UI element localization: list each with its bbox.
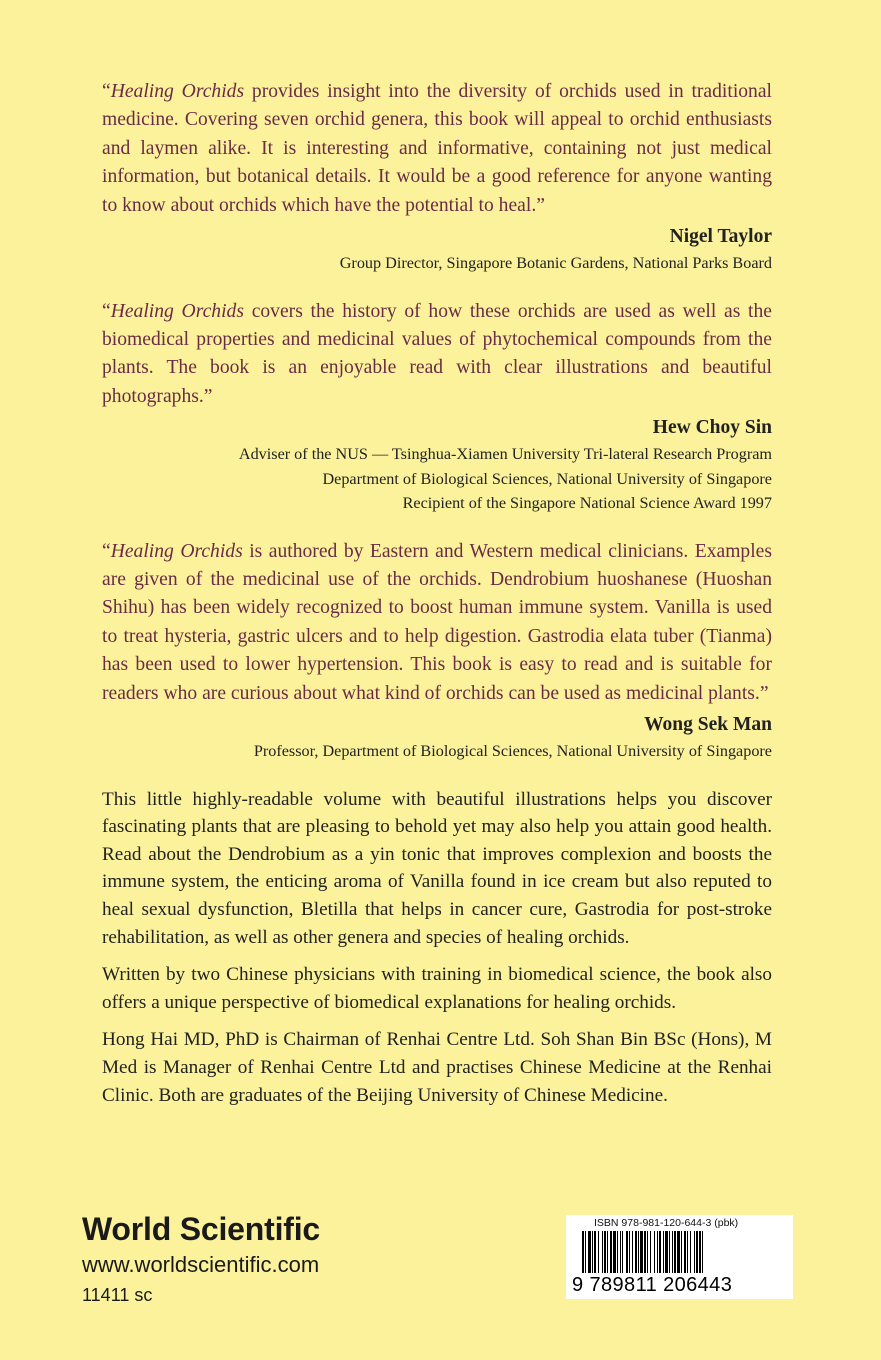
barcode-bar: [687, 1231, 688, 1277]
open-quote-mark: “: [102, 300, 111, 322]
review-affiliation: Adviser of the NUS — Tsinghua-Xiamen University Tri-lateral Research Program: [238, 445, 772, 464]
barcode-bar: [635, 1231, 637, 1277]
review-3: [102, 538, 772, 764]
author-bio-paragraph: Hong Hai MD, PhD is Chairman of Renhai Centre Ltd. Soh Shan Bin BSc (Hons), M Med is Manager of Renhai Centre Ltd and practises Chinese Medicine at the Renhai Clinic. Both are graduates of the Beijing University of Chinese Medicine.: [102, 1029, 772, 1106]
barcode-bar: [690, 1231, 691, 1277]
barcode-bar: [598, 1231, 599, 1277]
publisher-name: World Scientific: [82, 1211, 321, 1247]
review-affiliation: Department of Biological Sciences, National University of Singapore: [322, 469, 772, 488]
barcode-bar: [626, 1231, 628, 1277]
book-description: [102, 786, 772, 1110]
barcode-bar: [610, 1231, 612, 1277]
barcode-bar: [696, 1231, 698, 1277]
barcode-bar: [607, 1231, 608, 1277]
barcode-bar: [588, 1231, 591, 1277]
description-paragraph: Written by two Chinese physicians with training in biomedical science, the book also offers a unique perspective of biomedical explanations for healing orchids.: [102, 964, 772, 1013]
review-1: [102, 78, 772, 276]
review-affiliation: Recipient of the Singapore National Science Award 1997: [402, 494, 772, 513]
review-quote: [102, 298, 772, 412]
barcode-bar: [638, 1231, 639, 1277]
review-quote: [102, 78, 772, 220]
barcode-bar: [669, 1231, 670, 1277]
open-quote-mark: “: [102, 81, 111, 102]
barcode-bar: [654, 1231, 655, 1277]
barcode-bar: [620, 1231, 621, 1277]
barcode-bar: [617, 1231, 618, 1277]
barcode-bar: [659, 1231, 661, 1277]
barcode-bar: [694, 1231, 695, 1277]
review-author: Nigel Taylor: [669, 226, 772, 248]
publisher-url: www.worldscientific.com: [82, 1252, 320, 1277]
barcode-bar: [602, 1231, 603, 1277]
barcode-bar: [699, 1231, 701, 1277]
review-quote: [102, 538, 772, 708]
barcode-bar: [644, 1231, 646, 1277]
barcode-bar: [672, 1231, 673, 1277]
barcode-bar: [674, 1231, 676, 1277]
back-cover-content: [102, 78, 772, 1109]
review-2: [102, 298, 772, 516]
barcode-bar: [632, 1231, 633, 1277]
book-title-italic: Healing Orchids: [110, 300, 244, 322]
open-quote-mark: “: [102, 540, 111, 562]
review-affiliation: Group Director, Singapore Botanic Gardens, National Parks Board: [339, 254, 772, 273]
barcode-bar: [594, 1231, 596, 1277]
barcode-bar: [657, 1231, 658, 1277]
barcode-bar: [702, 1231, 703, 1277]
barcode-bar: [663, 1231, 664, 1277]
barcode-bar: [677, 1231, 680, 1277]
barcode-number: 9 789811 206443: [572, 1274, 733, 1296]
barcode-bar: [604, 1231, 606, 1277]
book-title-italic: Healing Orchids: [110, 540, 243, 562]
book-title-italic: Healing Orchids: [110, 81, 245, 102]
product-code: 11411 sc: [82, 1285, 153, 1305]
isbn-label: ISBN 978-981-120-644-3 (pbk): [594, 1217, 739, 1229]
barcode-bar: [622, 1231, 623, 1277]
barcode-bar: [647, 1231, 648, 1277]
review-text: covers the history of how these orchids are used as well as the biomedical properties and medicinal values of phytochemical compounds from the plants. The book is an enjoyable read with clear illustrations and beautiful photographs.”: [102, 300, 772, 407]
review-author: Wong Sek Man: [644, 714, 772, 736]
publisher-block: [82, 1212, 320, 1308]
barcode-bar: [650, 1231, 651, 1277]
barcode-bar: [640, 1231, 643, 1277]
review-text: provides insight into the diversity of orchids used in traditional medicine. Covering seven orchid genera, this book will appeal to orchid enthusiasts and laymen alike. It is interesting and informative, containing not just medical information, but botanical details. It would be a good reference for anyone wanting to know about orchids which have the potential to heal.”: [102, 81, 772, 216]
barcode-bar: [665, 1231, 668, 1277]
barcode-bar: [629, 1231, 630, 1277]
description-paragraph: This little highly-readable volume with beautiful illustrations helps you discover fascinating plants that are pleasing to behold yet may also help you attain good health. Read about the Dendrobium as a yin tonic that improves complexion and boosts the immune system, the enticing aroma of Vanilla found in ice cream but also reputed to heal sexual dysfunction, Bletilla that helps in cancer cure, Gastrodia for post-stroke rehabilitation, as well as other genera and species of healing orchids.: [102, 788, 772, 948]
isbn-barcode: [566, 1215, 793, 1299]
review-text: is authored by Eastern and Western medical clinicians. Examples are given of the medicinal use of the orchids. Dendrobium huoshanese (Huoshan Shihu) has been widely recognized to boost human immune system. Vanilla is used to treat hysteria, gastric ulcers and to help digestion. Gastrodia elata tuber (Tianma) has been used to lower hypertension. This book is easy to read and is suitable for readers who are curious about what kind of orchids can be used as medicinal plants.”: [102, 540, 772, 704]
review-author: Hew Choy Sin: [652, 417, 772, 439]
review-affiliation: Professor, Department of Biological Sciences, National University of Singapore: [253, 742, 772, 761]
barcode-bar: [613, 1231, 616, 1277]
barcode-bar: [592, 1231, 593, 1277]
